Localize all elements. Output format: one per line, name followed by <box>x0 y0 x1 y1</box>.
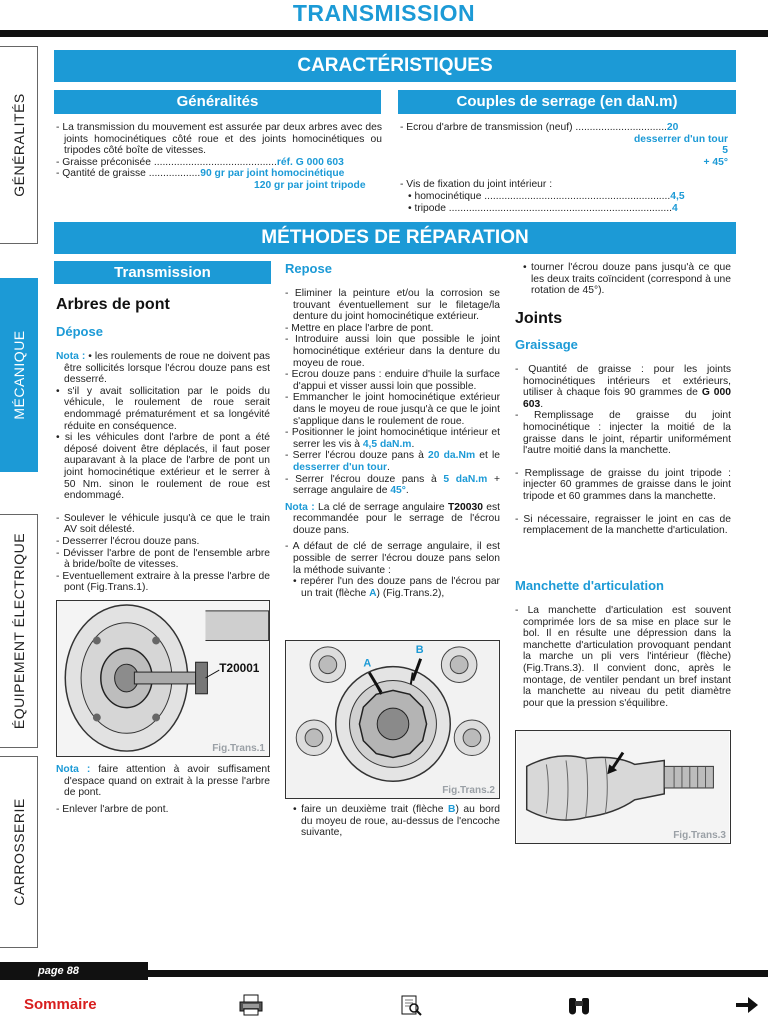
repose-emmancher: - Emmancher le joint homocinétique extérieur dans le moyeu de roue jusqu'à ce que le joint s'applique dans le roulement de roue. <box>285 392 500 427</box>
col1-text-bottom <box>56 764 270 815</box>
tab-equipement-electrique[interactable] <box>0 514 38 748</box>
banner-generalites-text: Généralités <box>176 93 259 110</box>
nota-sollicitation: • s'il y avait sollicitation par le poids du véhicule, le roulement de roue serait endommagé prématurément et sa longévité réduite en conséquence. <box>56 385 270 432</box>
graissage-regraisser: - Si nécessaire, regraisser le joint en cas de remplacement de la manchette d'articulation. <box>515 513 731 537</box>
repose-reperer: • repérer l'un des douze pans de l'écrou par un trait (flèche A) (Fig.Trans.2), <box>293 576 500 599</box>
col3-text-manchette <box>515 605 731 709</box>
figure-trans-1 <box>56 600 270 757</box>
banner-methodes-text: MÉTHODES DE RÉPARATION <box>261 227 529 248</box>
couples-line-4: + 45° <box>703 156 728 168</box>
repose-ecrou: - Ecrou douze pans : enduire d'huile la surface d'appui et visser aussi loin que possible. <box>285 369 500 392</box>
footer-rule <box>148 970 768 977</box>
step-desserrer: - Desserrer l'écrou douze pans. <box>56 535 200 547</box>
banner-methodes <box>54 222 736 254</box>
tab-equipement-label: ÉQUIPEMENT ÉLECTRIQUE <box>10 532 27 730</box>
figure-trans-2 <box>285 640 500 799</box>
generalites-line-4: 120 gr par joint tripode <box>254 179 366 191</box>
banner-couples <box>398 90 736 114</box>
heading-depose: Dépose <box>56 324 103 339</box>
cv-joint-boot-illustration <box>516 731 730 843</box>
couples-line-2: desserrer d'un tour <box>634 133 728 145</box>
tab-mecanique-label: MÉCANIQUE <box>10 330 27 420</box>
tab-carrosserie[interactable] <box>0 756 38 948</box>
generalites-line-2: - Graisse préconisée ...........................................réf. G 000 603 <box>56 156 344 168</box>
manchette-compression: - La manchette d'articulation est souvent comprimée lors de sa mise en place sur le bol. Il en résulte une dépression dans la manchette d'articulation provoquant pendant la marche un pli vers l'intérieur (flèche) (Fig.Trans.3). Il convient donc, après le montage, de ventiler pendant un bref instant la manchette au niveau du petit diamètre pour que la pression s'équilibre. <box>515 605 731 709</box>
repose-serrer-20: - Serrer l'écrou douze pans à 20 da.Nm et le desserrer d'un tour. <box>285 450 500 473</box>
repose-mettre: - Mettre en place l'arbre de pont. <box>285 322 434 334</box>
heading-repose: Repose <box>285 261 332 276</box>
tab-carrosserie-label: CARROSSERIE <box>10 798 27 906</box>
page-number: page 88 <box>0 962 148 980</box>
col2-text-top <box>285 288 500 599</box>
generalites-line-3: - Qantité de graisse ..................90 gr par joint homocinétique <box>56 168 345 180</box>
heading-manchette: Manchette d'articulation <box>515 578 664 593</box>
wheel-hub-press-illustration <box>57 601 269 756</box>
banner-transmission <box>54 261 271 284</box>
hub-nut-marking-illustration <box>286 641 499 798</box>
banner-caracteristiques-text: CARACTÉRISTIQUES <box>297 55 493 76</box>
banner-couples-text: Couples de serrage (en daN.m) <box>456 93 678 110</box>
repose-positionner: - Positionner le joint homocinétique intérieur et serrer les vis à 4,5 daN.m. <box>285 427 500 450</box>
repose-eliminer: - Eliminer la peinture et/ou la corrosion se trouvant éventuellement sur le filetage/la denture du joint homocinétique extérieur. <box>285 288 500 323</box>
step-soulever: - Soulever le véhicule jusqu'à ce que le train AV soit délesté. <box>56 512 270 536</box>
figure-trans-3 <box>515 730 731 844</box>
repose-defaut-cle: - A défaut de clé de serrage angulaire, il est possible de serrer l'écrou douze pans selon la méthode suivante : <box>285 541 500 576</box>
couples-line-3: 5 <box>722 145 728 157</box>
arrow-label-b: B <box>415 643 424 656</box>
arrow-right-icon[interactable] <box>734 994 760 1016</box>
step-enlever: - Enlever l'arbre de pont. <box>56 803 169 815</box>
couples-line-6: • homocinétique .................................................................4,5 <box>408 190 685 202</box>
couples-line-1: - Ecrou d'arbre de transmission (neuf) ................................20 <box>400 122 679 133</box>
arrow-label-a: A <box>363 657 372 670</box>
tab-mecanique[interactable] <box>0 278 38 472</box>
nota-cle-serrage: Nota : La clé de serrage angulaire T20030 est recommandée pour le serrage de l'écrou douze pans. <box>285 501 501 536</box>
step-devisser: - Dévisser l'arbre de pont de l'ensemble arbre à bride/boîte de vitesses. <box>56 547 270 571</box>
repose-introduire: - Introduire aussi loin que possible le joint homocinétique extérieur dans la denture du moyeu de roue. <box>285 334 500 369</box>
printer-icon[interactable] <box>238 994 264 1016</box>
nota-roulements: Nota : • les roulements de roue ne doivent pas être sollicités lorsque l'écrou douze pans est desserré. <box>56 351 270 386</box>
generalites-line-1: - La transmission du mouvement est assurée par deux arbres avec des joints homocinétiques côté roue et des joints homocinétiques ou tripodes côté boîte de vitesses. <box>56 122 382 157</box>
step-tourner: • tourner l'écrou douze pans jusqu'à ce que les deux traits coïncident (correspond à une rotation de 45°). <box>523 262 731 297</box>
col3-text-graissage <box>515 364 731 537</box>
heading-arbres-de-pont: Arbres de pont <box>56 296 170 313</box>
figure-trans-1-caption: Fig.Trans.1 <box>212 743 265 754</box>
step-extraire: - Eventuellement extraire à la presse l'arbre de pont (Fig.Trans.1). <box>56 570 270 594</box>
graissage-tripode: - Remplissage de graisse du joint tripode : injecter 60 grammes de graisse dans le joint tripode et 60 grammes dans la manchette. <box>515 467 731 502</box>
banner-transmission-text: Transmission <box>114 264 211 281</box>
banner-caracteristiques <box>54 50 736 82</box>
couples-text <box>400 122 728 214</box>
sommaire-link[interactable]: Sommaire <box>24 996 97 1013</box>
graissage-homocinetique: - Remplissage de graisse du joint homocinétique : injecter la moitié de la graisse dans le joint, répartir uniformément l'autre moitié dans la manchette. <box>515 410 731 457</box>
generalites-text <box>56 122 382 192</box>
repose-serrer-5: - Serrer l'écrou douze pans à 5 daN.m + serrage angulaire de 45°. <box>285 473 500 497</box>
col2-text-bottom <box>285 804 500 839</box>
heading-joints: Joints <box>515 310 563 327</box>
banner-generalites <box>54 90 381 114</box>
page-title: TRANSMISSION <box>292 0 476 26</box>
tool-label-t20001: T20001 <box>219 661 260 676</box>
col3-text-top <box>515 262 731 297</box>
top-rule <box>0 30 768 37</box>
nota-deplaces: • si les véhicules dont l'arbre de pont a été déposé doivent être déplacés, il faut poser auparavant à la place de l'arbre de pont un joint homocinétique extérieur et le serrer à 50 Nm. sinon le roulement de roue est endommagé. <box>56 432 270 502</box>
couples-line-7: • tripode ..............................................................................4 <box>408 202 678 214</box>
binoculars-icon[interactable] <box>566 994 592 1016</box>
tab-generalites[interactable] <box>0 46 38 244</box>
couples-line-5: - Vis de fixation du joint intérieur : <box>400 179 553 191</box>
figure-trans-3-caption: Fig.Trans.3 <box>673 830 726 841</box>
figure-trans-2-caption: Fig.Trans.2 <box>442 785 495 796</box>
search-document-icon[interactable] <box>398 994 424 1016</box>
nota-espace: Nota : faire attention à avoir suffisament d'espace quand on extrait à la presse l'arbre de pont. <box>56 764 270 799</box>
heading-graissage: Graissage <box>515 337 578 352</box>
repose-deuxieme-trait: • faire un deuxième trait (flèche B) au bord du moyeu de roue, au-dessus de l'encoche suivante, <box>293 804 500 839</box>
col1-text-top <box>56 351 270 594</box>
tab-generalites-label: GÉNÉRALITÉS <box>10 93 27 197</box>
graissage-quantite: - Quantité de graisse : pour les joints homocinétiques intérieurs et extérieurs, utiliser à chaque fois 90 grammes de G 000 603. <box>515 364 731 410</box>
